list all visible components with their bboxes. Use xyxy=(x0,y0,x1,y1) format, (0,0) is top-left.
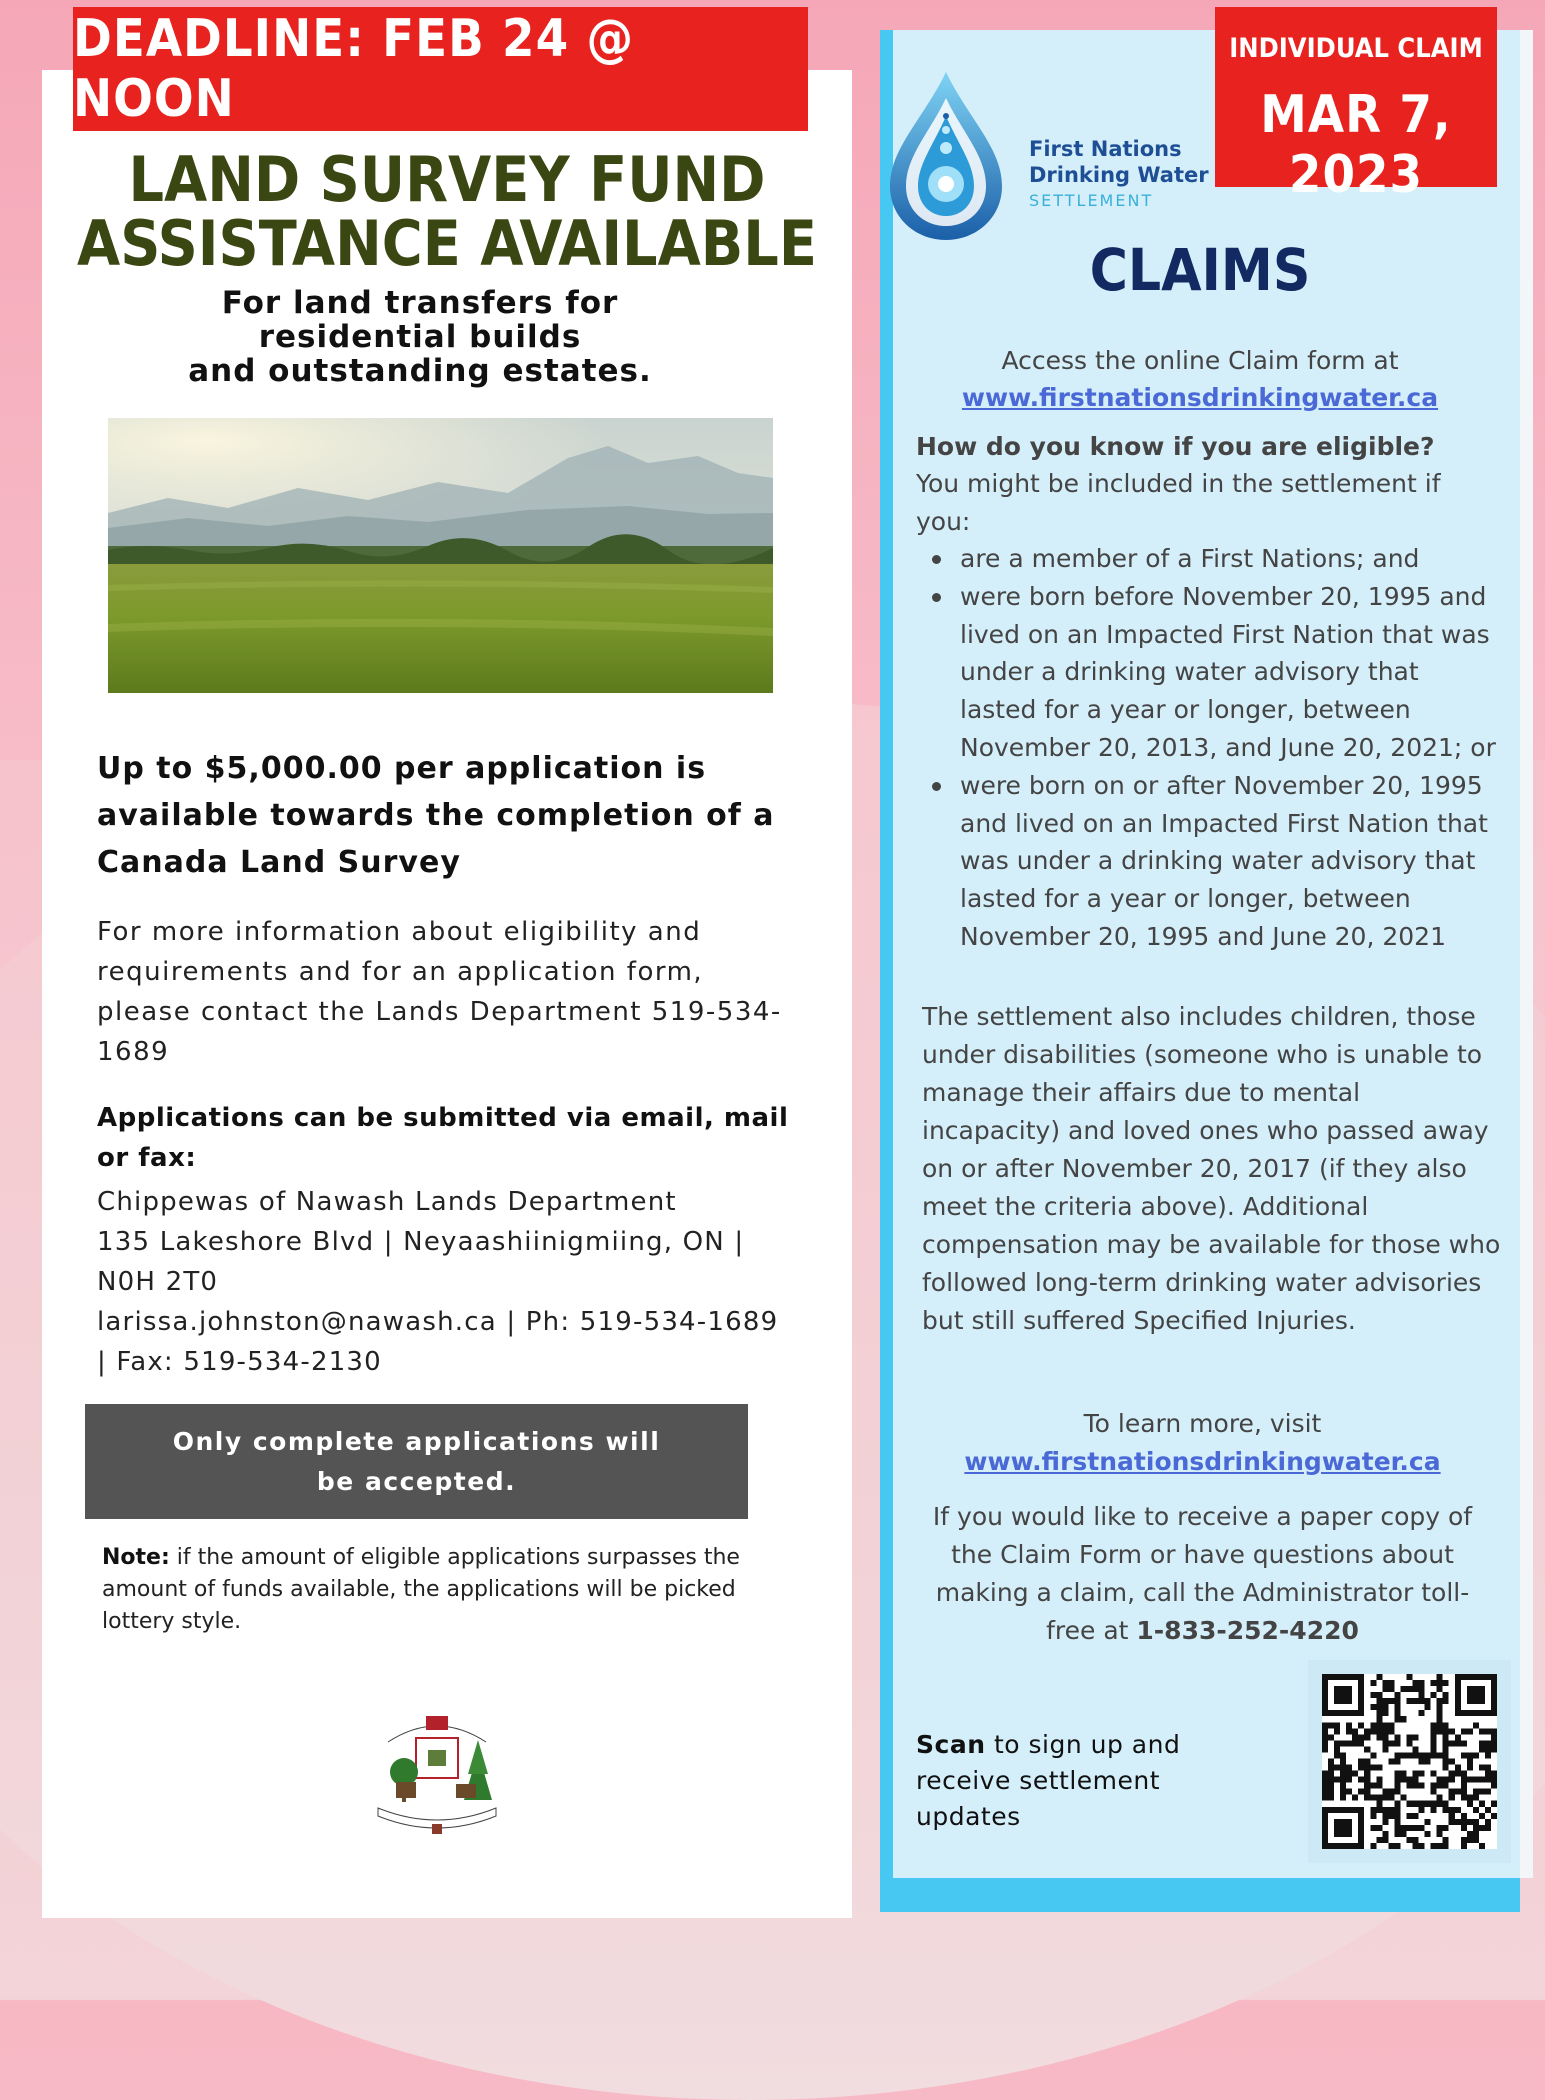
logo-line-3: SETTLEMENT xyxy=(1029,191,1154,210)
notice-text: Only complete applications will be accepted. xyxy=(172,1426,661,1496)
learn-more xyxy=(920,1405,1485,1481)
badge-label: INDIVIDUAL CLAIM xyxy=(1229,33,1483,64)
settlement-scope-paragraph: The settlement also includes children, those under disabilities (someone who is unable to manage their affairs due to mental incapacity) and loved ones who passed away on or after November 20, 2017 (if they also meet the criteria above). Additional compensation may be available for those who followed long-term drinking water advisories but still suffered Specified Injuries. xyxy=(922,1002,1501,1335)
land-survey-subtitle xyxy=(100,286,740,388)
contact-email-phone-fax: larissa.johnston@nawash.ca | Ph: 519-534-1689 | Fax: 519-534-2130 xyxy=(97,1307,779,1377)
landscape-image xyxy=(108,418,773,693)
claims-panel-edge xyxy=(1520,30,1533,1878)
paper-copy-paragraph xyxy=(920,1498,1485,1650)
title-line-2: ASSISTANCE AVAILABLE xyxy=(77,207,817,280)
subtitle-line-2: residential builds xyxy=(258,319,582,355)
deadline-text: DEADLINE: FEB 24 @ NOON xyxy=(73,9,635,129)
claim-form-link[interactable]: www.firstnationsdrinkingwater.ca xyxy=(961,383,1439,412)
qr-code-frame xyxy=(1308,1660,1511,1863)
claim-form-access xyxy=(920,342,1480,416)
settlement-logo-text xyxy=(1029,136,1209,214)
info-paragraph: For more information about eligibility and requirements and for an application form, please contact the Lands Department 519-534-1689 xyxy=(97,917,782,1067)
contact-department: Chippewas of Nawash Lands Department xyxy=(97,1187,677,1217)
access-text: Access the online Claim form at xyxy=(1001,346,1399,375)
land-survey-title xyxy=(42,143,852,280)
apply-heading: Applications can be submitted via email, mail or fax: xyxy=(97,1103,789,1173)
note-text: if the amount of eligible applications surpasses the amount of funds available, the applications will be picked lottery style. xyxy=(102,1545,740,1634)
logo-line-2: Drinking Water xyxy=(1029,163,1209,187)
learn-text: To learn more, visit xyxy=(1083,1409,1322,1438)
subtitle-line-3: and outstanding estates. xyxy=(188,353,652,389)
badge-date: MAR 7, 2023 xyxy=(1260,85,1452,205)
list-item: are a member of a First Nations; and xyxy=(960,540,1501,578)
water-drop-logo xyxy=(884,68,1008,244)
eligibility-intro: You might be included in the settlement if you: xyxy=(916,469,1441,536)
title-line-1: LAND SURVEY FUND xyxy=(128,143,766,216)
paper-text: If you would like to receive a paper copy of the Claim Form or have questions about making a claim, call the Administrator toll-free at xyxy=(932,1502,1473,1645)
administrator-phone: 1-833-252-4220 xyxy=(1136,1616,1359,1645)
logo-line-1: First Nations xyxy=(1029,137,1182,161)
qr-modules xyxy=(1322,1674,1497,1849)
contact-block xyxy=(97,1182,797,1382)
scan-instructions xyxy=(916,1727,1216,1835)
note-label: Note: xyxy=(102,1545,170,1570)
contact-address: 135 Lakeshore Blvd | Neyaashiinigmiing, ON | N0H 2T0 xyxy=(97,1227,745,1297)
scan-text: to sign up and receive settlement updates xyxy=(916,1730,1181,1831)
learn-more-link[interactable]: www.firstnationsdrinkingwater.ca xyxy=(964,1447,1441,1476)
list-item: were born before November 20, 1995 and lived on an Impacted First Nation that was under a drinking water advisory that lasted for a year or longer, between November 20, 2013, and June 20, 2021; or xyxy=(960,578,1501,767)
list-item: were born on or after November 20, 1995 and lived on an Impacted First Nation that was under a drinking water advisory that lasted for a year or longer, between November 20, 1995 and June 20, 2021 xyxy=(960,767,1501,956)
subtitle-line-1: For land transfers for xyxy=(221,285,619,321)
funding-headline: Up to $5,000.00 per application is available towards the completion of a Canada Land Survey xyxy=(97,751,775,880)
scan-label: Scan xyxy=(916,1730,986,1759)
individual-claim-badge xyxy=(1215,7,1497,205)
complete-applications-notice xyxy=(85,1404,748,1519)
eligibility-heading: How do you know if you are eligible? xyxy=(916,432,1435,461)
deadline-banner xyxy=(73,7,808,131)
chippewas-of-nawash-seal xyxy=(368,1712,506,1840)
lottery-note xyxy=(102,1542,762,1638)
qr-code[interactable] xyxy=(1322,1674,1497,1849)
eligibility-criteria-list xyxy=(916,540,1501,956)
claims-title: CLAIMS xyxy=(1089,236,1311,304)
